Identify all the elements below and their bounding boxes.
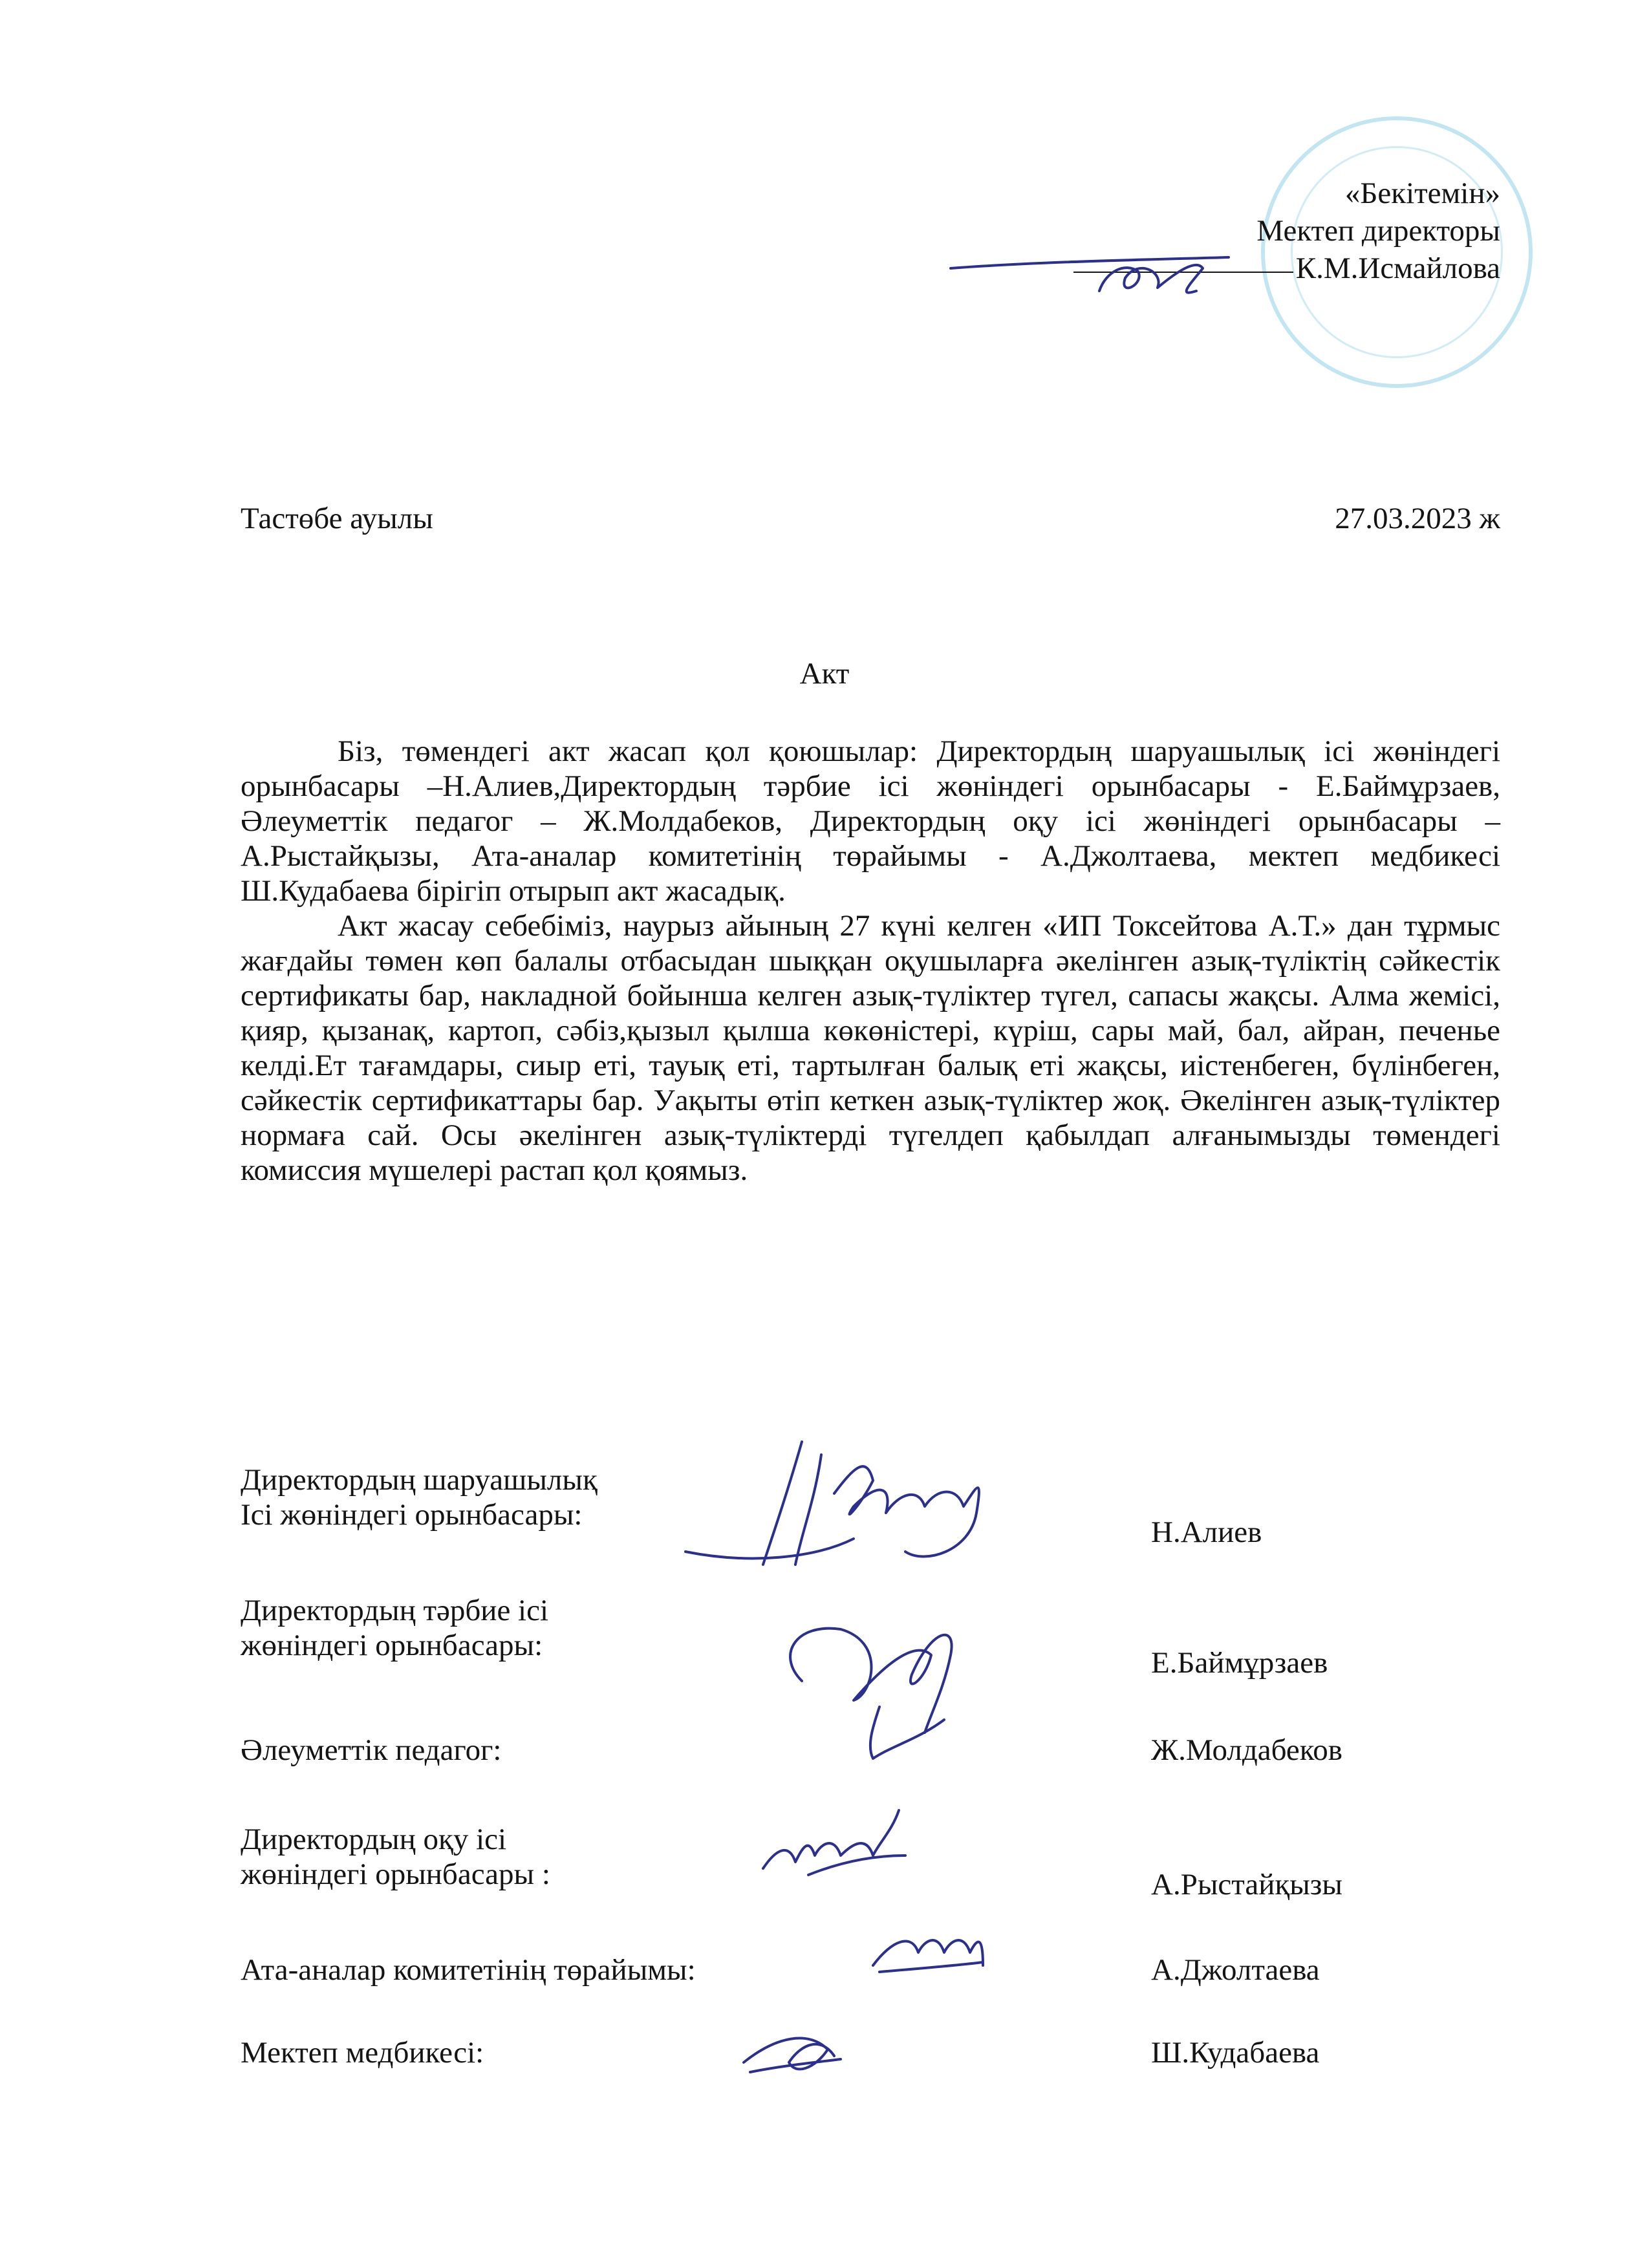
role-line: жөніндегі орынбасары: — [241, 1629, 543, 1662]
signature-rystaikyzy — [763, 1810, 905, 1875]
role-line: Ісі жөніндегі орынбасары: — [241, 1498, 583, 1532]
signature-baimurzaev — [790, 1629, 951, 1759]
role-line: Директордың оқу ісі — [241, 1823, 507, 1856]
signatory-role-6 — [241, 2035, 484, 2070]
signatory-role-1 — [241, 1462, 598, 1532]
approval-position: Мектеп директоры — [1256, 214, 1500, 248]
signatory-name-5: А.Джолтаева — [1151, 1953, 1320, 1987]
role-line: жөніндегі орынбасары : — [241, 1857, 550, 1891]
director-signature-line — [1073, 272, 1293, 273]
approval-director-line — [1073, 250, 1500, 287]
body-paragraph-1: Біз, төмендегі акт жасап қол қоюшылар: Директордың шаруашылық ісі жөніндегі орынбасары –Н.Алиев,Директордың тәрбие ісі жөніндегі орынбасары - Е.Баймұрзаев, Әлеуметтік педагог – Ж.Молдабеков, Директордың оқу ісі жөніндегі орынбасары – А.Рыстайқызы, Ата-аналар комитетінің төрайымы - А.Джолтаева, мектеп медбикесі Ш.Кудабаева бірігіп отырып акт жасадық. — [241, 734, 1500, 908]
body-paragraph-2: Акт жасау себебіміз, наурыз айының 27 күні келген «ИП Токсейтова А.Т.» дан тұрмыс жағдайы төмен көп балалы отбасыдан шыққан оқушыларға әкелінген азық-түліктің сәйкестік сертификаты бар, накладной бойынша келген азық-түліктер түгел, сапасы жақсы. Алма жемісі, қияр, қызанақ, картоп, сәбіз,қызыл қылша көкөністері, күріш, сары май, бал, айран, печенье келді.Ет тағамдары, сиыр еті, тауық еті, тартылған балық еті жақсы, иістенбеген, бүлінбеген, сәйкестік сертификаттары бар. Уақыты өтіп кеткен азық-түліктер жоқ. Әкелінген азық-түліктер нормаға сай. Осы әкелінген азық-түліктерді түгелдеп қабылдап алғанымызды төмендегі комиссия мүшелері растап қол қоямыз. — [241, 909, 1500, 1187]
signatory-name-1: Н.Алиев — [1151, 1515, 1262, 1549]
role-line: Әлеуметтік педагог: — [241, 1733, 502, 1767]
approval-director-name: К.М.Исмайлова — [1295, 251, 1500, 285]
role-line: Директордың тәрбие ісі — [241, 1594, 549, 1627]
signatory-role-3 — [241, 1733, 501, 1768]
signatory-role-4 — [241, 1822, 550, 1892]
document-body — [241, 734, 1500, 1188]
signatory-name-2: Е.Баймұрзаев — [1151, 1646, 1328, 1680]
signatory-role-2 — [241, 1593, 548, 1663]
place-name: Тастөбе ауылы — [241, 502, 433, 535]
approval-heading: «Бекітемін» — [1344, 177, 1500, 210]
signatory-name-4: А.Рыстайқызы — [1151, 1868, 1342, 1901]
signature-joltaeva — [873, 1940, 983, 1972]
role-line: Мектеп медбикесі: — [241, 2036, 484, 2070]
signature-kudabaeva — [744, 2038, 841, 2072]
signatory-name-6: Ш.Кудабаева — [1151, 2036, 1320, 2070]
signatory-name-3: Ж.Молдабеков — [1151, 1733, 1342, 1767]
role-line: Ата-аналар комитетінің төрайымы: — [241, 1953, 696, 1987]
role-line: Директордың шаруашылық — [241, 1463, 598, 1497]
signature-aliev — [685, 1442, 979, 1565]
document-date: 27.03.2023 ж — [1335, 502, 1500, 535]
approval-block — [1073, 175, 1500, 287]
signatory-role-5 — [241, 1952, 696, 1987]
document-title: Акт — [799, 657, 850, 690]
